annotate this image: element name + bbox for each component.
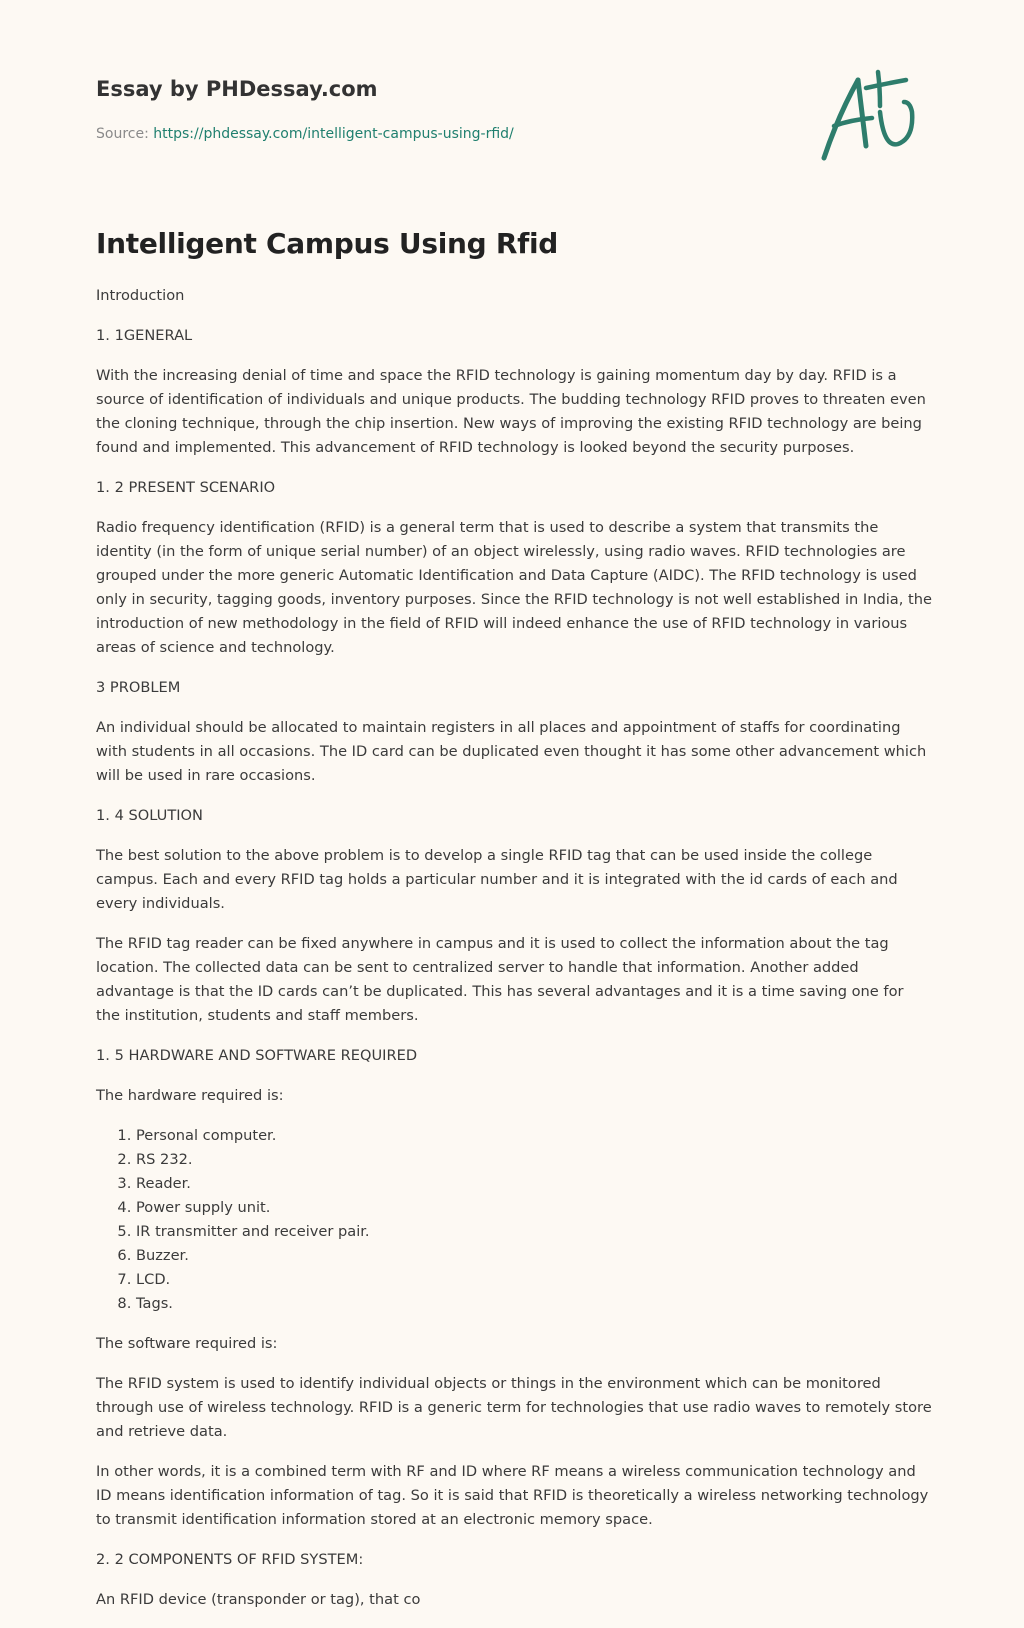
section-heading: 1. 2 PRESENT SCENARIO — [96, 479, 276, 496]
list-item: 3. Reader. — [136, 1172, 932, 1196]
paragraph: With the increasing denial of time and space the RFID technology is gaining momentum day by day. RFID is a source of identification of individuals and unique products. The budding technology RFID proves to threaten even the cloning technique, through the chip insertion. New ways of improving the existing RFID technology are being found and implemented. This advancement of RFID technology is looked beyond the security purposes. — [96, 367, 926, 456]
paragraph: In other words, it is a combined term with RF and ID where RF means a wireless communication technology and ID means identification information of tag. So it is said that RFID is theoretically a wireless networking technology to transmit identification information stored at an electronic memory space. — [96, 1463, 929, 1528]
list-item: 8. Tags. — [136, 1292, 932, 1316]
source-link[interactable]: https://phdessay.com/intelligent-campus-using-rfid/ — [153, 126, 514, 142]
paragraph: The best solution to the above problem is to develop a single RFID tag that can be used inside the college campus. Each and every RFID tag holds a particular number and it is integrated with the id cards of each and every individuals. — [96, 847, 898, 912]
list-item: 4. Power supply unit. — [136, 1196, 932, 1220]
list-item: 2. RS 232. — [136, 1148, 932, 1172]
paragraph: The RFID tag reader can be fixed anywhere in campus and it is used to collect the information about the tag location. The collected data can be sent to centralized server to handle that information. Another added advantage is that the ID cards can’t be duplicated. This has several advantages and it is a time saving one for the institution, students and staff members. — [96, 935, 904, 1024]
list-item: 5. IR transmitter and receiver pair. — [136, 1220, 932, 1244]
a-plus-grade-icon — [820, 66, 930, 168]
hardware-list — [96, 1124, 932, 1316]
essay-title: Intelligent Campus Using Rfid — [96, 227, 559, 260]
list-item: 6. Buzzer. — [136, 1244, 932, 1268]
source-line — [96, 124, 514, 144]
paragraph: The RFID system is used to identify individual objects or things in the environment which can be monitored through use of wireless technology. RFID is a generic term for technologies that use radio waves to remotely store and retrieve data. — [96, 1375, 932, 1440]
section-heading: 1. 4 SOLUTION — [96, 807, 203, 824]
brand-title: Essay by PHDessay.com — [96, 77, 378, 101]
list-item: 7. LCD. — [136, 1268, 932, 1292]
section-heading: 1. 5 HARDWARE AND SOFTWARE REQUIRED — [96, 1047, 418, 1064]
paragraph: An individual should be allocated to maintain registers in all places and appointment of staffs for coordinating with students in all occasions. The ID card can be duplicated even thought it has some other advancement which will be used in rare occasions. — [96, 719, 927, 784]
section-heading: 3 PROBLEM — [96, 679, 181, 696]
section-heading: 2. 2 COMPONENTS OF RFID SYSTEM: — [96, 1551, 364, 1568]
paragraph: Radio frequency identification (RFID) is a general term that is used to describe a system that transmits the identity (in the form of unique serial number) of an object wirelessly, using radio waves. RFID technologies are grouped under the more generic Automatic Identification and Data Capture (AIDC). The RFID technology is used only in security, tagging goods, inventory purposes. Since the RFID technology is not well established in India, the introduction of new methodology in the field of RFID will indeed enhance the use of RFID technology in various areas of science and technology. — [96, 519, 932, 656]
section-heading: 1. 1GENERAL — [96, 327, 193, 344]
essay-body — [96, 284, 932, 1628]
paragraph: Introduction — [96, 287, 185, 304]
paragraph: The hardware required is: — [96, 1087, 284, 1104]
paragraph: The software required is: — [96, 1335, 278, 1352]
list-item: 1. Personal computer. — [136, 1124, 932, 1148]
source-label: Source: — [96, 126, 149, 142]
paragraph: An RFID device (transponder or tag), that co — [96, 1591, 421, 1608]
